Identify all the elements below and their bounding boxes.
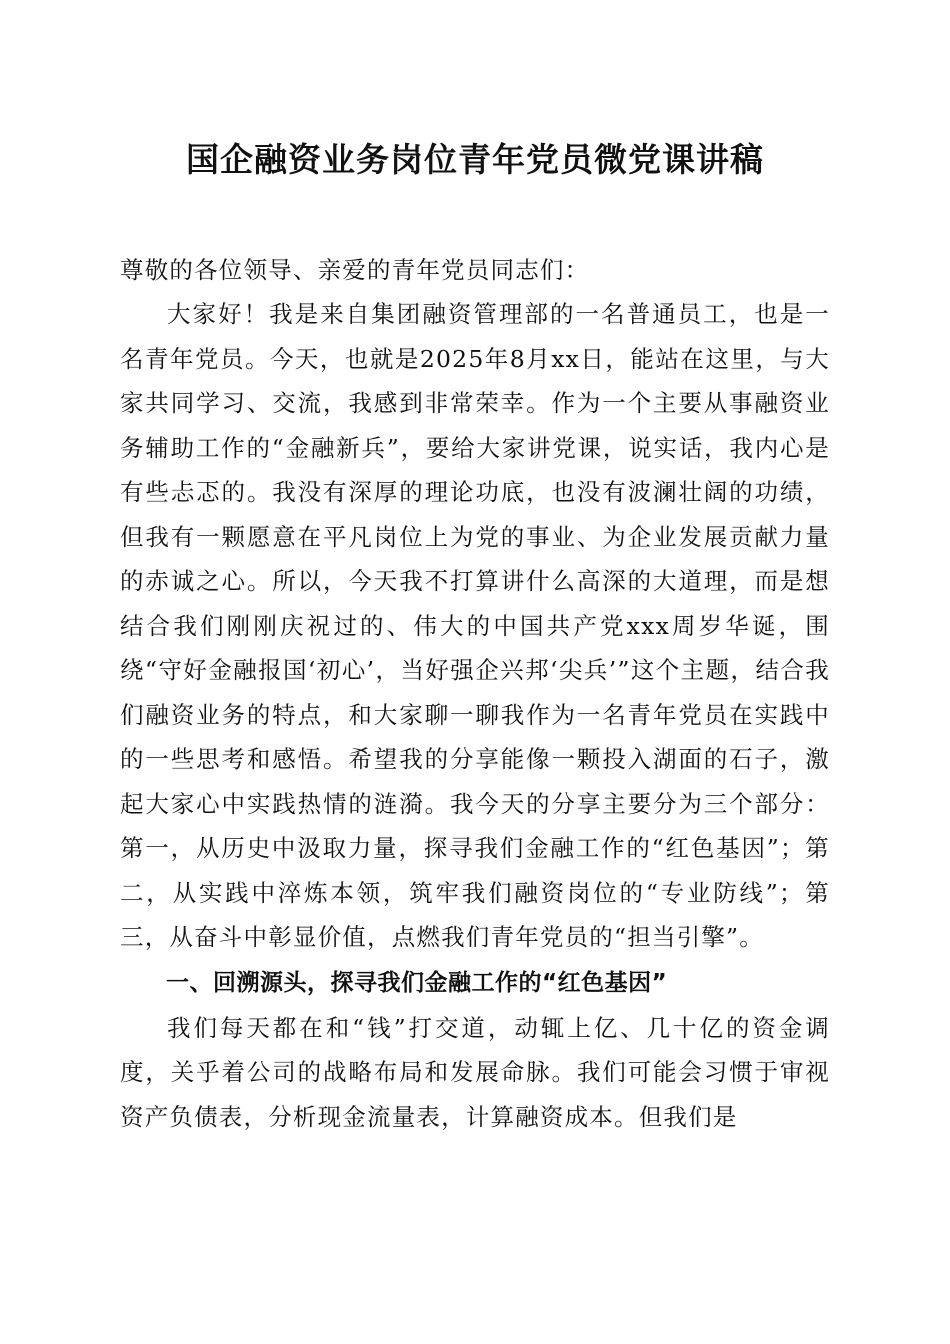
document-title: 国企融资业务岗位青年党员微党课讲稿 (186, 140, 764, 179)
document-page (120, 130, 830, 1139)
section-heading-1: 一、回溯源头，探寻我们金融工作的“红色基因” (166, 969, 668, 996)
intro-paragraph: 大家好！我是来自集团融资管理部的一名普通员工，也是一名青年党员。今天，也就是2025年8月xx日，能站在这里，与大家共同学习、交流，我感到非常荣幸。作为一个主要从事融资业务辅助工作的“金融新兵”，要给大家讲党课，说实话，我内心是有些忐忑的。我没有深厚的理论功底，也没有波澜壮阔的功绩，但我有一颗愿意在平凡岗位上为党的事业、为企业发展贡献力量的赤诚之心。所以，今天我不打算讲什么高深的大道理，而是想结合我们刚刚庆祝过的、伟大的中国共产党xxx周岁华诞，围绕“守好金融报国‘初心’，当好强企兴邦‘尖兵’”这个主题，结合我们融资业务的特点，和大家聊一聊我作为一名青年党员在实践中的一些思考和感悟。希望我的分享能像一颗投入湖面的石子，激起大家心中实践热情的涟漪。我今天的分享主要分为三个部分：第一，从历史中汲取力量，探寻我们金融工作的“红色基因”；第二，从实践中淬炼本领，筑牢我们融资岗位的“专业防线”；第三，从奋斗中彰显价值，点燃我们青年党员的“担当引擎”。 (120, 300, 830, 951)
salutation: 尊敬的各位领导、亲爱的青年党员同志们： (120, 256, 590, 284)
section-1-paragraph: 我们每天都在和“钱”打交道，动辄上亿、几十亿的资金调度，关乎着公司的战略布局和发展命脉。我们可能会习惯于审视资产负债表，分析现金流量表，计算融资成本。但我们是 (120, 1013, 830, 1131)
